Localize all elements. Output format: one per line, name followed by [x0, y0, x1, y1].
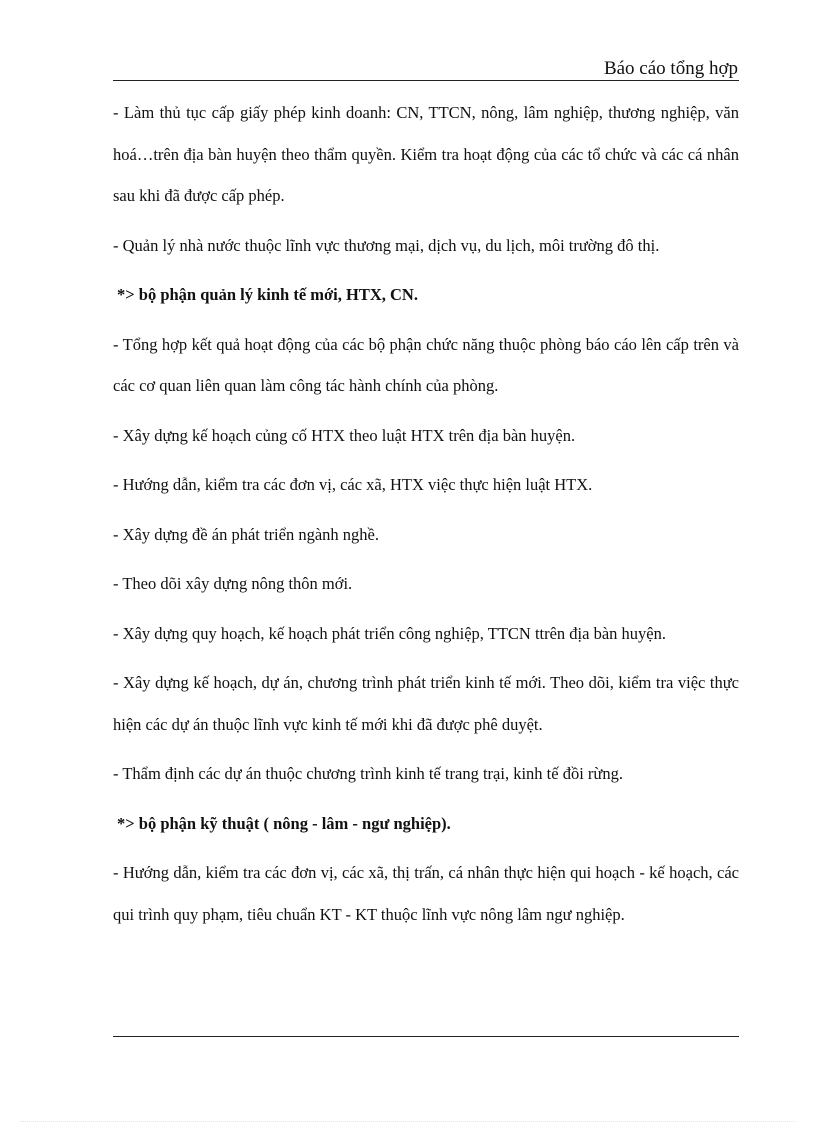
footer-divider — [113, 1036, 739, 1037]
paragraph: - Làm thủ tục cấp giấy phép kinh doanh: CN, TTCN, nông, lâm nghiệp, thương nghiệp, văn hoá…trên địa bàn huyện theo thẩm quyền. Kiểm tra hoạt động của các tổ chức và các cá nhân sau khi đã được cấp phép. — [113, 103, 739, 205]
paragraph: - Quản lý nhà nước thuộc lĩnh vực thương mại, dịch vụ, du lịch, môi trường đô thị. — [113, 235, 660, 255]
page-header-title: Báo cáo tổng hợp — [603, 58, 738, 79]
paragraph: - Xây dựng quy hoạch, kế hoạch phát triển công nghiệp, TTCN ttrên địa bàn huyện. — [113, 623, 666, 643]
paragraph: - Thẩm định các dự án thuộc chương trình kinh tế trang trại, kinh tế đồi rừng. — [113, 764, 623, 783]
paragraph: - Theo dõi xây dựng nông thôn mới. — [113, 574, 353, 593]
paragraph: - Xây dựng kế hoạch, dự án, chương trình phát triển kinh tế mới. Theo dõi, kiểm tra việc thực hiện các dự án thuộc lĩnh vực kinh tế mới khi đã được phê duyệt. — [113, 673, 739, 734]
header-divider — [113, 80, 739, 81]
paragraph: - Tổng hợp kết quả hoạt động của các bộ phận chức năng thuộc phòng báo cáo lên cấp trên và các cơ quan liên quan làm công tác hành chính của phòng. — [113, 334, 739, 395]
paragraph: - Hướng dẫn, kiểm tra các đơn vị, các xã, thị trấn, cá nhân thực hiện qui hoạch - kế hoạch, các qui trình quy phạm, tiêu chuẩn KT - KT thuộc lĩnh vực nông lâm ngư nghiệp. — [113, 863, 739, 924]
section-heading: *> bộ phận kỹ thuật ( nông - lâm - ngư nghiệp). — [117, 813, 451, 833]
paragraph: - Hướng dẫn, kiểm tra các đơn vị, các xã, HTX việc thực hiện luật HTX. — [113, 475, 593, 494]
paragraph: - Xây dựng kế hoạch củng cố HTX theo luật HTX trên địa bàn huyện. — [113, 425, 576, 445]
document-body — [113, 92, 739, 943]
section-heading: *> bộ phận quản lý kinh tế mới, HTX, CN. — [117, 285, 418, 304]
paragraph: - Xây dựng đề án phát triển ngành nghề. — [113, 524, 379, 544]
page-edge-dotted-line — [20, 1121, 796, 1122]
